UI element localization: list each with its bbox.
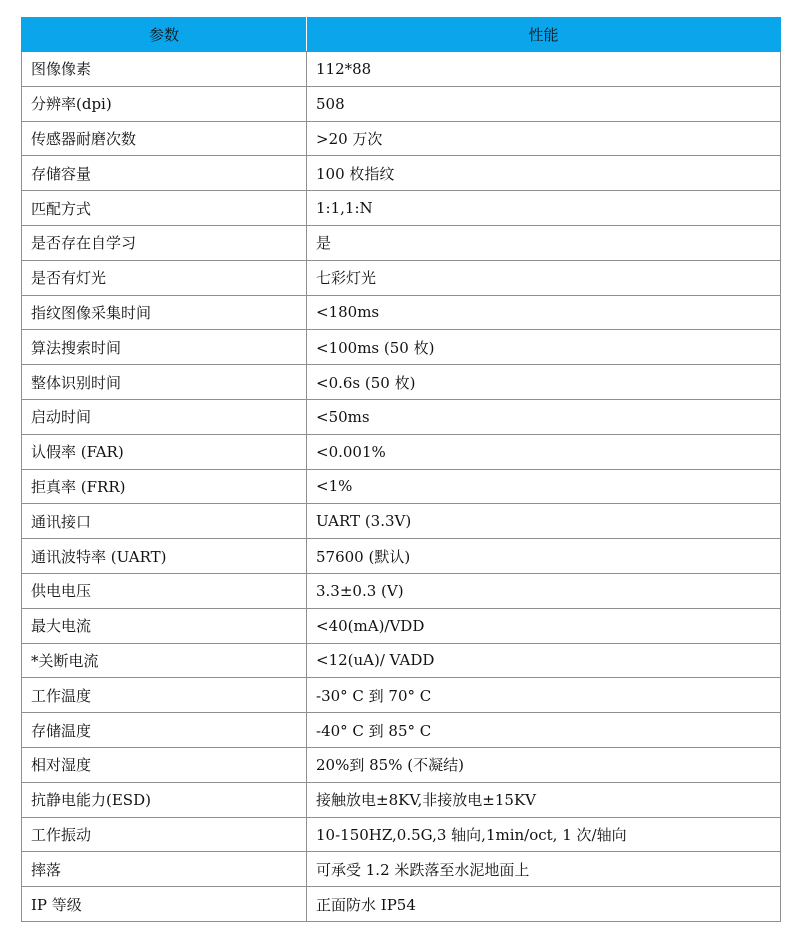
value-cell: 是: [307, 225, 781, 260]
spec-table: [21, 17, 781, 922]
value-cell: <12(uA)/ VADD: [307, 643, 781, 678]
table-body: [22, 52, 781, 922]
value-cell: 接触放电±8KV,非接放电±15KV: [307, 782, 781, 817]
table-row: [22, 608, 781, 643]
value-cell: 508: [307, 86, 781, 121]
parameter-cell: 摔落: [22, 852, 307, 887]
parameter-cell: 是否存在自学习: [22, 225, 307, 260]
parameter-cell: 存储容量: [22, 156, 307, 191]
table-row: [22, 156, 781, 191]
value-cell: -40° C 到 85° C: [307, 713, 781, 748]
table-header-row: [22, 18, 781, 52]
parameter-cell: 相对湿度: [22, 747, 307, 782]
parameter-cell: 通讯波特率 (UART): [22, 539, 307, 574]
table-row: [22, 539, 781, 574]
value-cell: <0.6s (50 枚): [307, 365, 781, 400]
table-row: [22, 747, 781, 782]
table-row: [22, 469, 781, 504]
parameter-cell: 拒真率 (FRR): [22, 469, 307, 504]
table-row: [22, 225, 781, 260]
parameter-cell: 分辨率(dpi): [22, 86, 307, 121]
column-header-performance: 性能: [307, 18, 781, 52]
table-row: [22, 365, 781, 400]
table-row: [22, 434, 781, 469]
parameter-cell: 是否有灯光: [22, 260, 307, 295]
parameter-cell: 存储温度: [22, 713, 307, 748]
value-cell: 57600 (默认): [307, 539, 781, 574]
value-cell: 10-150HZ,0.5G,3 轴向,1min/oct, 1 次/轴向: [307, 817, 781, 852]
table-row: [22, 713, 781, 748]
value-cell: <180ms: [307, 295, 781, 330]
table-row: [22, 399, 781, 434]
table-row: [22, 86, 781, 121]
value-cell: UART (3.3V): [307, 504, 781, 539]
parameter-cell: 启动时间: [22, 399, 307, 434]
table-row: [22, 121, 781, 156]
value-cell: 正面防水 IP54: [307, 887, 781, 922]
parameter-cell: *关断电流: [22, 643, 307, 678]
value-cell: <50ms: [307, 399, 781, 434]
value-cell: -30° C 到 70° C: [307, 678, 781, 713]
parameter-cell: IP 等级: [22, 887, 307, 922]
value-cell: <1%: [307, 469, 781, 504]
parameter-cell: 指纹图像采集时间: [22, 295, 307, 330]
value-cell: 七彩灯光: [307, 260, 781, 295]
parameter-cell: 抗静电能力(ESD): [22, 782, 307, 817]
value-cell: <0.001%: [307, 434, 781, 469]
parameter-cell: 通讯接口: [22, 504, 307, 539]
table-row: [22, 260, 781, 295]
table-row: [22, 504, 781, 539]
table-row: [22, 573, 781, 608]
value-cell: 1:1,1:N: [307, 191, 781, 226]
parameter-cell: 工作振动: [22, 817, 307, 852]
table-row: [22, 782, 781, 817]
table-row: [22, 295, 781, 330]
table-row: [22, 52, 781, 87]
table-row: [22, 887, 781, 922]
value-cell: >20 万次: [307, 121, 781, 156]
parameter-cell: 传感器耐磨次数: [22, 121, 307, 156]
parameter-cell: 匹配方式: [22, 191, 307, 226]
parameter-cell: 算法搜索时间: [22, 330, 307, 365]
value-cell: 可承受 1.2 米跌落至水泥地面上: [307, 852, 781, 887]
value-cell: <100ms (50 枚): [307, 330, 781, 365]
table-row: [22, 852, 781, 887]
table-row: [22, 643, 781, 678]
parameter-cell: 供电电压: [22, 573, 307, 608]
column-header-parameter: 参数: [22, 18, 307, 52]
table-row: [22, 330, 781, 365]
table-row: [22, 678, 781, 713]
parameter-cell: 图像像素: [22, 52, 307, 87]
parameter-cell: 整体识别时间: [22, 365, 307, 400]
value-cell: <40(mA)/VDD: [307, 608, 781, 643]
parameter-cell: 认假率 (FAR): [22, 434, 307, 469]
table-row: [22, 191, 781, 226]
value-cell: 20%到 85% (不凝结): [307, 747, 781, 782]
parameter-cell: 最大电流: [22, 608, 307, 643]
parameter-cell: 工作温度: [22, 678, 307, 713]
value-cell: 3.3±0.3 (V): [307, 573, 781, 608]
value-cell: 112*88: [307, 52, 781, 87]
value-cell: 100 枚指纹: [307, 156, 781, 191]
table-row: [22, 817, 781, 852]
